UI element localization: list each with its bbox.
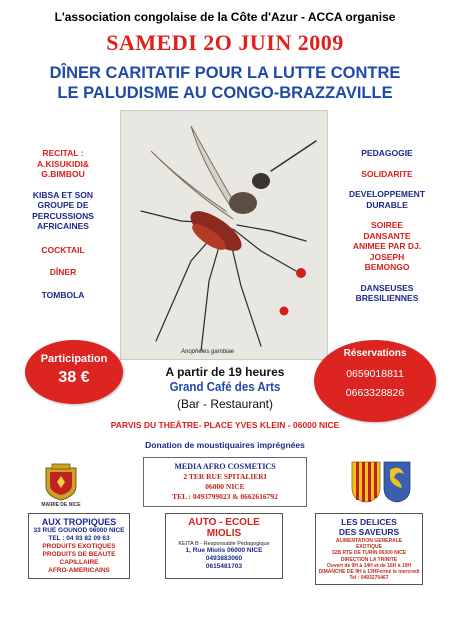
tropiques-address: 33 RUE GOUNOD 06000 NICE	[33, 527, 125, 534]
participation-label: Participation	[40, 353, 108, 365]
recital-artists-1: A.KISUKIDI&	[37, 158, 89, 169]
media-phone: TEL : 0493799023 & 0662616792	[172, 492, 278, 501]
kibsa-line-2: GROUPE DE	[37, 200, 89, 210]
venue-address: PARVIS DU THEÂTRE- PLACE YVES KLEIN - 06000 NICE	[110, 420, 340, 430]
mosquito-photo	[120, 110, 328, 360]
delices-line-6: DIMANCHE DE 9H à 13HFermé le mercredi	[318, 569, 420, 576]
aux-tropiques-ad	[28, 513, 130, 579]
tropiques-line-4: AFRO-AMERICAINS	[48, 567, 110, 574]
reservations-badge	[314, 340, 436, 422]
title-line-1: DÎNER CARITATIF POUR LA LUTTE CONTRE	[49, 64, 401, 82]
auto-line-2: 1, Rue Miolis 06000 NICE	[185, 547, 263, 554]
kibsa-line-4: AFRICAINES	[37, 221, 89, 231]
venue-type: (Bar - Restaurant)	[176, 397, 274, 411]
participation-badge	[25, 340, 123, 404]
media-address-2: 06000 NICE	[205, 482, 245, 491]
diner-item: DÎNER	[49, 267, 77, 277]
tropiques-line-2: PRODUITS DE BEAUTE	[42, 551, 116, 558]
tropiques-line-3: CAPILLAIRE	[59, 559, 99, 566]
recital-label: RECITAL :	[42, 148, 84, 158]
solidarite-item: SOLIDARITE	[361, 168, 413, 179]
tombola-item: TOMBOLA	[41, 289, 85, 300]
kibsa-line-1: KIBSA ET SON	[32, 189, 94, 200]
title-line-2: LE PALUDISME AU CONGO-BRAZZAVILLE	[57, 84, 393, 102]
delices-line-5: Ouvert de 9H à 14H et de 16H à 19H	[326, 562, 412, 569]
delices-line-7: Tel : 0493270467	[349, 575, 389, 582]
auto-title-1: AUTO - ECOLE	[188, 517, 260, 528]
mairie-caption: MAIRIE DE NICE	[41, 502, 81, 508]
soiree-line-4: JOSEPH	[369, 251, 405, 262]
reservations-label: Réservations	[343, 348, 407, 359]
photo-caption: Anopheles gambiae	[181, 349, 235, 355]
delices-line-1: ALIMENTATION GENERALE	[335, 538, 403, 544]
tropiques-line-1: PRODUITS EXOTIQUES	[42, 543, 116, 550]
delices-title-2: DES SAVEURS	[338, 527, 400, 537]
right-activity-list	[334, 148, 440, 304]
recital-artists-2: G.BIMBOU	[41, 169, 85, 179]
kibsa-line-3: PERCUSSIONS	[32, 210, 94, 221]
left-activity-list	[14, 148, 112, 300]
donation-note: Donation de moustiquaires imprégnées	[145, 440, 305, 450]
mosquito-illustration	[121, 111, 329, 361]
pedagogie-item: PEDAGOGIE	[361, 148, 413, 158]
organizer-line: L'association congolaise de la Côte d'Azur - ACCA organise	[54, 10, 396, 24]
regional-crest-icon	[350, 460, 412, 504]
event-date: SAMEDI 2O JUIN 2009	[106, 30, 344, 55]
venue-name: Grand Café des Arts	[169, 380, 281, 394]
developpement-line-2: DURABLE	[366, 199, 408, 210]
reservation-phone-2: 0663328826	[345, 387, 405, 399]
tropiques-title: AUX TROPIQUES	[41, 517, 117, 527]
delices-line-2: EXOTIQUE	[356, 544, 382, 551]
soiree-line-5: BEMONGO	[364, 262, 410, 272]
danseuses-line-2: BRESILIENNES	[355, 293, 419, 303]
delices-line-4: DIRECTION LA TRINITE	[340, 556, 398, 563]
auto-title-2: MIOLIS	[206, 528, 242, 539]
auto-line-3: 0493883060	[205, 555, 243, 562]
developpement-line-1: DEVELOPPEMENT	[348, 189, 426, 199]
auto-line-1: KEITA B - Responsable Pédagogique	[178, 541, 270, 547]
soiree-line-2: DANSANTE	[363, 230, 411, 241]
cocktail-item: COCKTAIL	[41, 244, 85, 255]
soiree-line-3: ANIMEE PAR DJ.	[352, 241, 422, 251]
delices-des-saveurs-ad	[315, 513, 423, 585]
danseuses-line-1: DANSEUSES	[360, 282, 414, 293]
nice-coat-of-arms-icon	[40, 462, 82, 502]
auto-line-4: 0615481703	[205, 563, 243, 570]
tropiques-phone: TEL : 04 93 82 09 63	[48, 535, 110, 542]
department-crest	[350, 460, 412, 504]
media-title: MEDIA AFRO COSMETICS	[174, 462, 276, 471]
reservation-phone-1: 0659018811	[346, 368, 404, 380]
soiree-line-1: SOIREE	[370, 220, 404, 230]
media-address-1: 2 TER RUE SPITALIERI	[183, 472, 267, 481]
participation-price: 38 €	[58, 369, 90, 386]
auto-ecole-miolis-ad	[165, 513, 283, 579]
mairie-de-nice-logo	[40, 462, 82, 502]
start-time: A partir de 19 heures	[165, 365, 285, 379]
delices-line-3: 32B RTE DE TURIN 06300 NICE	[331, 550, 407, 557]
delices-title-1: LES DELICES	[341, 517, 397, 527]
media-afro-cosmetics-ad	[143, 457, 307, 507]
